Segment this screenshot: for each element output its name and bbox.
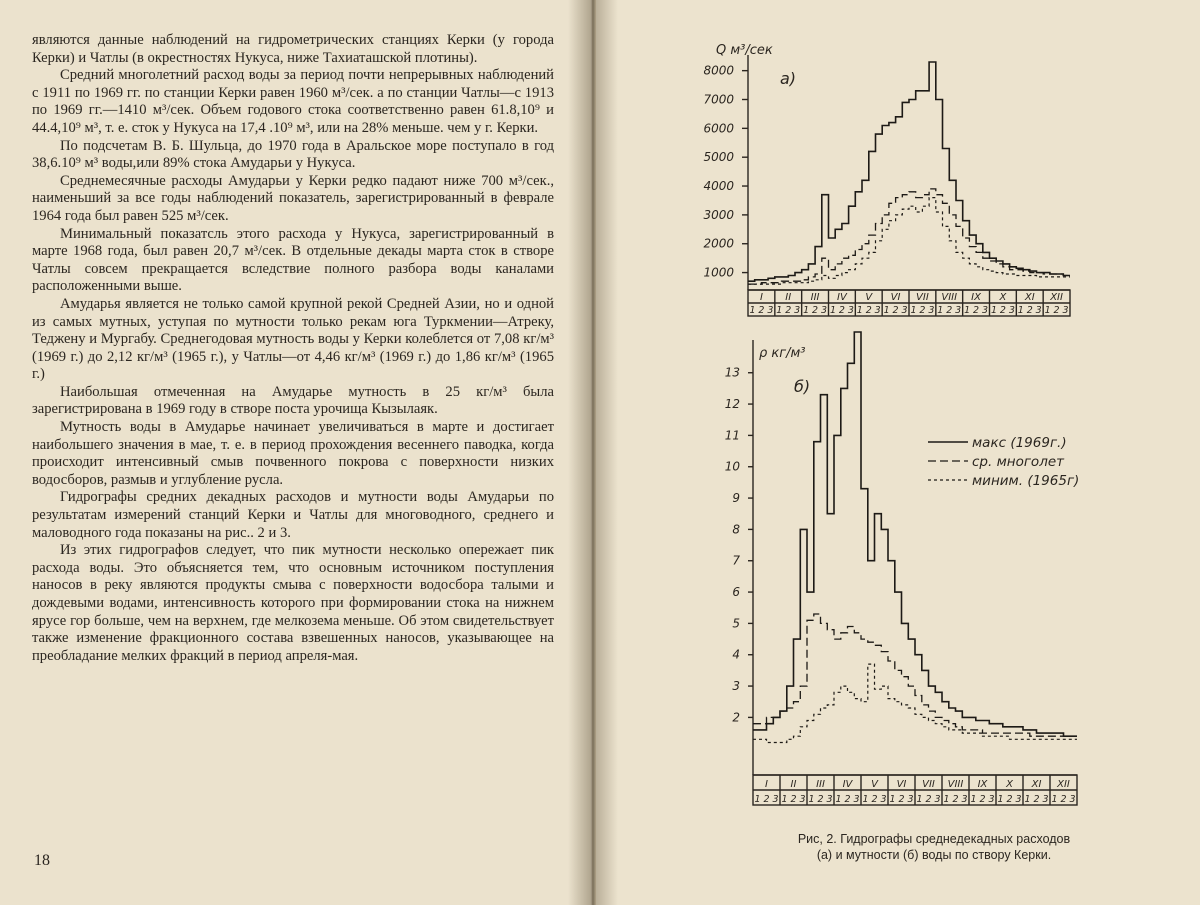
decade-label: 1: [943, 794, 950, 805]
decade-label: 2: [925, 794, 932, 805]
month-label: I: [759, 292, 763, 303]
decade-label: 2: [763, 794, 770, 805]
y-tick-label: 2000: [703, 236, 734, 251]
decade-label: 2: [871, 794, 878, 805]
y-tick-label: 2: [732, 710, 740, 725]
decade-label: 1: [916, 794, 923, 805]
decade-label: 3: [961, 794, 968, 805]
legend-label: ср. многолет: [972, 454, 1064, 470]
paragraph: Наибольшая отмеченная на Амударье мутность в 25 кг/м³ была зарегистрирована в 1969 году в створе поста урочища Кызылаяк.: [32, 383, 554, 418]
right-page: [596, 0, 1200, 905]
decade-label: 3: [901, 305, 908, 316]
month-label: XII: [1057, 779, 1070, 790]
paragraph: Среднемесячные расходы Амударьи у Керки редко падают ниже 700 м³/сек., наименьший за все годы наблюдений показатель, зарегистрированный в феврале 1964 года был равен 525 м³/сек.: [32, 172, 554, 224]
legend-label: макс (1969г.): [972, 435, 1067, 451]
paragraph: По подсчетам В. Б. Шульца, до 1970 года в Аральское море поступало в год 38,6.10⁹ м³ воды,или 89% стока Амударьи у Нукуса.: [32, 137, 554, 172]
decade-label: 1: [754, 794, 761, 805]
decade-label: 2: [865, 305, 872, 316]
decade-label: 3: [880, 794, 887, 805]
month-label: V: [871, 779, 878, 790]
month-label: I: [765, 779, 768, 790]
decade-label: 3: [826, 794, 833, 805]
decade-label: 1: [970, 794, 977, 805]
decade-label: 2: [790, 794, 797, 805]
figure-caption: [744, 832, 1124, 863]
y-tick-label: 12: [724, 397, 740, 412]
y-tick-label: 3: [732, 679, 740, 694]
month-label: VIII: [947, 779, 964, 790]
decade-label: 2: [952, 794, 959, 805]
series-line: [753, 614, 1077, 736]
y-tick-label: 4000: [703, 179, 734, 194]
decade-label: 3: [767, 305, 774, 316]
month-label: XI: [1024, 292, 1035, 303]
decade-label: 3: [853, 794, 860, 805]
month-label: III: [810, 292, 820, 303]
decade-label: 1: [749, 305, 756, 316]
month-label: XII: [1050, 292, 1063, 303]
decade-label: 1: [1044, 305, 1051, 316]
paragraph: Из этих гидрографов следует, что пик мутности несколько опережает пик расхода воды. Это объясняется тем, что основным источником поступления наносов в реку являются продукты смыва с поверхности водосбора талыми и дождевыми водами, интенсивность которого при формировании стока на нижнем ярусе гор больше, чем на верхнем, где мелкозема меньше. Об этом свидетельствует также изменение фракционного состава взвешенных наносов, указывающее на преобладание мелких фракций в период апреля-мая.: [32, 542, 554, 664]
page-number: 18: [34, 852, 50, 869]
month-label: IV: [842, 779, 853, 790]
decade-label: 3: [1008, 305, 1015, 316]
decade-label: 3: [1069, 794, 1076, 805]
caption-line-1: Рис, 2. Гидрографы среднедекадных расходов: [797, 832, 1071, 846]
decade-label: 2: [973, 305, 980, 316]
decade-label: 1: [1024, 794, 1031, 805]
decade-label: 1: [1051, 794, 1058, 805]
decade-label: 3: [934, 794, 941, 805]
decade-label: 1: [829, 305, 836, 316]
month-label: IX: [977, 779, 988, 790]
month-label: III: [816, 779, 825, 790]
paragraph: Амударья является не только самой крупной рекой Средней Азии, но и одной из самых мутных, уступая по мутности только рекам юга Туркмении—Атреку, Теджену и Мургабу. Среднегодовая мутность воды у Керки колеблется от 7,08 кг/м³ (1969 г.) до 2,12 кг/м³ (1965 г.), у Чатлы—от 4,46 кг/м³ (1969 г.) до 1,86 кг/м³ (1965 г.): [32, 295, 554, 383]
left-page: [0, 0, 592, 905]
decade-label: 1: [937, 305, 944, 316]
decade-label: 2: [1026, 305, 1033, 316]
decade-label: 3: [847, 305, 854, 316]
month-label: IX: [971, 292, 981, 303]
figure-hydrographs: [596, 0, 1200, 905]
decade-label: 2: [979, 794, 986, 805]
decade-label: 3: [1042, 794, 1049, 805]
decade-label: 1: [862, 794, 869, 805]
paragraph: Гидрографы средних декадных расходов и мутности воды Амударьи по результатам измерений станций Керки и Чатлы для многоводного, среднего и маловодного года показаны на рис.. 2 и 3.: [32, 489, 554, 541]
decade-label: 2: [999, 305, 1006, 316]
y-tick-label: 9: [732, 491, 740, 506]
y-tick-label: 6000: [703, 121, 734, 136]
decade-label: 1: [781, 794, 788, 805]
chart-panel: [725, 332, 1080, 805]
decade-label: 2: [817, 794, 824, 805]
decade-label: 1: [910, 305, 917, 316]
panel-label: б): [794, 377, 811, 396]
series-line: [748, 189, 1070, 284]
y-tick-label: 5000: [703, 150, 734, 165]
decade-label: 1: [997, 794, 1004, 805]
decade-label: 1: [856, 305, 863, 316]
decade-label: 1: [808, 794, 815, 805]
decade-label: 3: [821, 305, 828, 316]
decade-label: 1: [803, 305, 810, 316]
y-axis-label: Q м³/сек: [716, 43, 773, 58]
month-label: VI: [896, 779, 907, 790]
decade-label: 2: [1033, 794, 1040, 805]
month-label: XI: [1031, 779, 1042, 790]
decade-label: 3: [1015, 794, 1022, 805]
decade-label: 2: [1060, 794, 1067, 805]
decade-label: 1: [990, 305, 997, 316]
legend-label: миним. (1965г): [972, 473, 1080, 489]
decade-label: 2: [1006, 794, 1013, 805]
decade-label: 2: [812, 305, 819, 316]
decade-label: 3: [982, 305, 989, 316]
panel-label: а): [780, 69, 797, 88]
y-tick-label: 7000: [703, 92, 734, 107]
body-text: [32, 32, 554, 665]
decade-label: 1: [889, 794, 896, 805]
month-label: IV: [837, 292, 847, 303]
y-axis-label: ρ кг/м³: [759, 346, 806, 361]
y-tick-label: 4: [732, 647, 740, 662]
series-line: [748, 62, 1070, 281]
decade-label: 2: [838, 305, 845, 316]
decade-label: 2: [844, 794, 851, 805]
decade-label: 1: [964, 305, 971, 316]
decade-label: 3: [928, 305, 935, 316]
decade-label: 3: [772, 794, 779, 805]
book-gutter: [568, 0, 618, 905]
month-label: X: [1006, 779, 1013, 790]
decade-label: 3: [874, 305, 881, 316]
caption-line-2: (а) и мутности (б) воды по створу Керки.: [816, 847, 1052, 862]
y-tick-label: 8: [732, 522, 740, 537]
decade-label: 3: [1062, 305, 1069, 316]
decade-label: 2: [758, 305, 765, 316]
y-tick-label: 3000: [703, 207, 734, 222]
month-label: VII: [916, 292, 929, 303]
y-tick-label: 13: [724, 365, 740, 380]
decade-label: 2: [785, 305, 792, 316]
y-tick-label: 6: [732, 585, 740, 600]
y-tick-label: 11: [724, 428, 740, 443]
decade-label: 2: [919, 305, 926, 316]
month-label: II: [785, 292, 792, 303]
decade-label: 2: [898, 794, 905, 805]
month-label: II: [790, 779, 797, 790]
y-tick-label: 10: [724, 459, 740, 474]
paragraph: Минимальный показатсль этого расхода у Нукуса, зарегистрированный в марте 1968 года, был равен 20,7 м³/сек. В отдельные декады марта сток в створе Чатлы совсем прекращается вследствие полного разбора воды каналами расположенными выше.: [32, 225, 554, 295]
decade-label: 1: [835, 794, 842, 805]
decade-label: 2: [946, 305, 953, 316]
month-label: V: [865, 292, 873, 303]
paragraph: являются данные наблюдений на гидрометрических станциях Керки (у города Керки) и Чатлы (в окрестностях Нукуса, ниже Тахиаташской плотины).: [32, 32, 554, 66]
month-label: VI: [890, 292, 901, 303]
decade-label: 3: [1035, 305, 1042, 316]
decade-label: 1: [1017, 305, 1024, 316]
decade-label: 3: [799, 794, 806, 805]
month-label: VIII: [941, 292, 958, 303]
y-tick-label: 5: [732, 616, 740, 631]
paragraph: Мутность воды в Амударье начинает увеличиваться в марте и достигает наибольшего значения в мае, т. е. в период прохождения весеннего паводка, когда происходит интенсивный смыв почвенного покрова с поверхности низких водосборов, размыв и углубление русла.: [32, 419, 554, 488]
series-line: [753, 664, 1077, 742]
decade-label: 3: [794, 305, 801, 316]
month-label: X: [999, 292, 1007, 303]
paragraph: Средний многолетний расход воды за период почти непрерывных наблюдений с 1911 по 1969 гг. по станции Керки равен 1960 м³/сек. а по станции Чатлы—с 1913 по 1969 гг.—1410 м³/сек. Объем годового стока соответственно равен 61.8,10⁹ и 44.4,10⁹ м³, т. е. сток у Нукуса на 17,4 .10⁹ м³, или на 28% меньше. чем у г. Керки.: [32, 67, 554, 136]
y-tick-label: 7: [732, 553, 740, 568]
decade-label: 2: [892, 305, 899, 316]
series-line: [748, 198, 1070, 285]
decade-label: 1: [776, 305, 783, 316]
month-label: VII: [922, 779, 935, 790]
decade-label: 1: [883, 305, 890, 316]
decade-label: 3: [955, 305, 962, 316]
y-tick-label: 1000: [703, 265, 734, 280]
chart-panel: [703, 43, 1070, 316]
decade-label: 2: [1053, 305, 1060, 316]
decade-label: 3: [907, 794, 914, 805]
y-tick-label: 8000: [703, 63, 734, 78]
decade-label: 3: [988, 794, 995, 805]
